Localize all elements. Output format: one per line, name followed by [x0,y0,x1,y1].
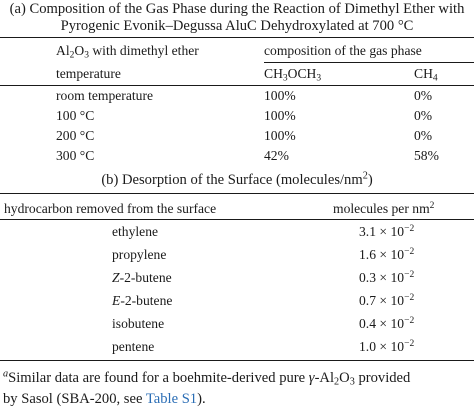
table-row-dme: 100% [264,108,296,123]
molecules-value: $0.7 \times 10^{-2}$ [359,292,415,308]
table-s1-link[interactable]: Table S1 [145,391,198,407]
subheader-methane: $CH_4$ [414,66,438,84]
molecules-value: $0.3 \times 10^{-2}$ [359,269,415,285]
molecules-value: $1.0 \times 10^{-2}$ [359,338,415,354]
table-row-dme: 42% [264,148,289,163]
subheader-dimethyl-ether: $CH_3OCH_3$ [264,66,322,84]
hydrocarbon-name: isobutene [112,316,165,331]
table-a-top-rule [0,37,474,38]
table-row-dme: 100% [264,88,296,103]
table-row-temp: 200 °C [56,128,95,143]
table-row-ch4: 0% [414,108,433,123]
table-row-ch4: 58% [414,148,439,163]
table-row-temp: 300 °C [56,148,95,163]
footnote-line2: by Sasol (SBA-200, see Table S1). [3,391,206,407]
hydrocarbon-name: ethylene [112,224,159,239]
table-b-top-rule [0,193,474,194]
table-row-dme: 100% [264,128,296,143]
header-gas-phase-composition: composition of the gas phase [264,43,422,58]
header-al2o3-dme: $Al_2O_3$ with dimethyl ether [56,43,199,61]
molecules-value: $3.1 \times 10^{-2}$ [359,223,415,239]
table-row-temp: 100 °C [56,108,95,123]
table-b-caption: (b) Desorption of the Surface $(molecules/nm^2)$ [101,170,373,188]
hydrocarbon-name: Z-2-butene [112,270,172,285]
table-b-header-rule [0,219,474,220]
footnote-line1: $^a$Similar data are found for a boehmite-derived pure $\gamma-Al_2O_3$ provided [3,368,411,388]
header-gas-phase-rule [264,62,474,63]
table-row-temp: room temperature [56,88,154,103]
header-hydrocarbon-removed: hydrocarbon removed from the surface [4,201,217,216]
table-b-bottom-rule [0,360,474,361]
molecules-value: $0.4 \times 10^{-2}$ [359,315,415,331]
table-row-ch4: 0% [414,128,433,143]
table-a-caption-line2: Pyrogenic Evonik–Degussa AluC Dehydroxylated at 700 °C [60,18,414,34]
hydrocarbon-name: E-2-butene [112,293,173,308]
table-a-caption-line1: (a) Composition of the Gas Phase during the Reaction of Dimethyl Ether with [9,1,465,17]
subheader-temperature: temperature [56,66,121,81]
table-a-header-rule [0,85,474,86]
hydrocarbon-name: pentene [112,339,155,354]
hydrocarbon-name: propylene [112,247,167,262]
table-row-ch4: 0% [414,88,433,103]
molecules-value: $1.6 \times 10^{-2}$ [359,246,415,262]
header-molecules-per-nm2: molecules per $nm^2$ [333,200,435,216]
